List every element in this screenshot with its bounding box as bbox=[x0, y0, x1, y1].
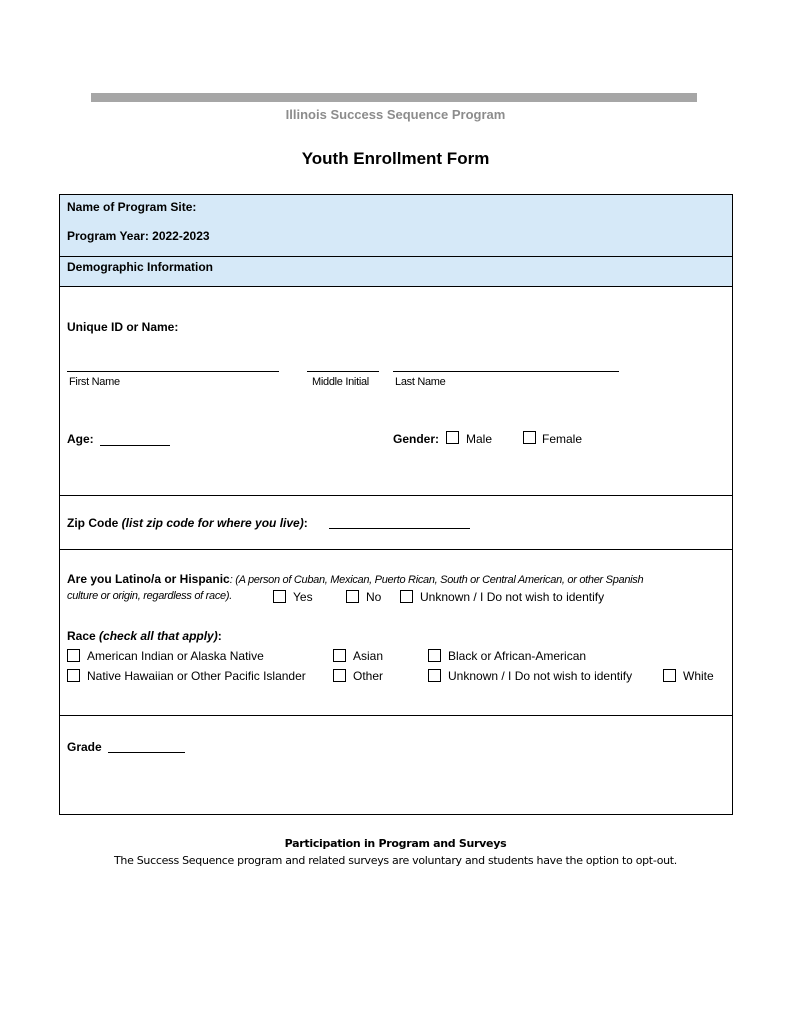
race-unknown-checkbox[interactable] bbox=[428, 669, 441, 682]
gender-female-checkbox[interactable] bbox=[523, 431, 536, 444]
divider bbox=[60, 715, 732, 716]
ethnicity-unknown-label: Unknown / I Do not wish to identify bbox=[420, 590, 605, 604]
zip-hint: (list zip code for where you live) bbox=[121, 516, 304, 530]
age-line[interactable] bbox=[100, 445, 170, 446]
race-asian-label: Asian bbox=[353, 649, 384, 663]
race-other-checkbox[interactable] bbox=[333, 669, 346, 682]
site-info-band bbox=[60, 195, 732, 257]
gender-female-label: Female bbox=[542, 432, 583, 446]
race-colon: : bbox=[217, 629, 222, 643]
race-other-label: Other bbox=[353, 669, 384, 683]
header-bar bbox=[91, 93, 697, 102]
race-pacific-islander-checkbox[interactable] bbox=[67, 669, 80, 682]
enrollment-form bbox=[59, 194, 733, 815]
divider bbox=[60, 549, 732, 550]
footer-text: The Success Sequence program and related surveys are voluntary and students have the option to opt-out. bbox=[113, 854, 677, 867]
ethnicity-yes-checkbox[interactable] bbox=[273, 590, 286, 603]
race-label: Race bbox=[67, 629, 96, 643]
race-label-group bbox=[67, 629, 222, 643]
first-name-line[interactable] bbox=[67, 371, 279, 372]
race-american-indian-checkbox[interactable] bbox=[67, 649, 80, 662]
ethnicity-unknown-checkbox[interactable] bbox=[400, 590, 413, 603]
form-title: Youth Enrollment Form bbox=[301, 149, 490, 168]
ethnicity-question: Are you Latino/a or Hispanic bbox=[67, 572, 230, 586]
zip-colon: : bbox=[303, 516, 308, 530]
last-name-line[interactable] bbox=[393, 371, 619, 372]
zip-label: Zip Code bbox=[67, 516, 119, 530]
middle-initial-caption: Middle Initial bbox=[312, 376, 369, 388]
zip-label-group bbox=[67, 516, 308, 530]
race-unknown-label: Unknown / I Do not wish to identify bbox=[448, 669, 633, 683]
divider bbox=[60, 495, 732, 496]
race-white-checkbox[interactable] bbox=[663, 669, 676, 682]
program-name: Illinois Success Sequence Program bbox=[285, 107, 506, 122]
gender-male-label: Male bbox=[466, 432, 493, 446]
footer-title: Participation in Program and Surveys bbox=[284, 837, 507, 850]
unique-id-label: Unique ID or Name: bbox=[67, 320, 179, 334]
age-label: Age: bbox=[67, 432, 94, 446]
middle-initial-line[interactable] bbox=[307, 371, 379, 372]
race-black-checkbox[interactable] bbox=[428, 649, 441, 662]
grade-line[interactable] bbox=[108, 752, 185, 753]
ethnicity-yes-label: Yes bbox=[293, 590, 313, 604]
ethnicity-no-label: No bbox=[366, 590, 382, 604]
gender-label: Gender: bbox=[393, 432, 440, 446]
race-white-label: White bbox=[683, 669, 714, 683]
race-american-indian-label: American Indian or Alaska Native bbox=[87, 649, 264, 663]
last-name-caption: Last Name bbox=[395, 376, 446, 388]
race-asian-checkbox[interactable] bbox=[333, 649, 346, 662]
gender-male-checkbox[interactable] bbox=[446, 431, 459, 444]
site-name-label: Name of Program Site: bbox=[67, 200, 197, 214]
program-year-label: Program Year: 2022-2023 bbox=[67, 229, 210, 243]
first-name-caption: First Name bbox=[69, 376, 120, 388]
demographic-heading: Demographic Information bbox=[67, 260, 214, 274]
ethnicity-question-group bbox=[67, 572, 643, 586]
demographic-band bbox=[60, 257, 732, 287]
zip-line[interactable] bbox=[329, 528, 470, 529]
grade-label: Grade bbox=[67, 740, 102, 754]
race-pacific-islander-label: Native Hawaiian or Other Pacific Islander bbox=[87, 669, 306, 683]
race-hint: (check all that apply) bbox=[99, 629, 218, 643]
ethnicity-definition-2: culture or origin, regardless of race). bbox=[67, 590, 232, 602]
race-black-label: Black or African-American bbox=[448, 649, 587, 663]
ethnicity-definition-1: : (A person of Cuban, Mexican, Puerto Rican, South or Central American, or other Spanish bbox=[229, 574, 644, 586]
ethnicity-no-checkbox[interactable] bbox=[346, 590, 359, 603]
